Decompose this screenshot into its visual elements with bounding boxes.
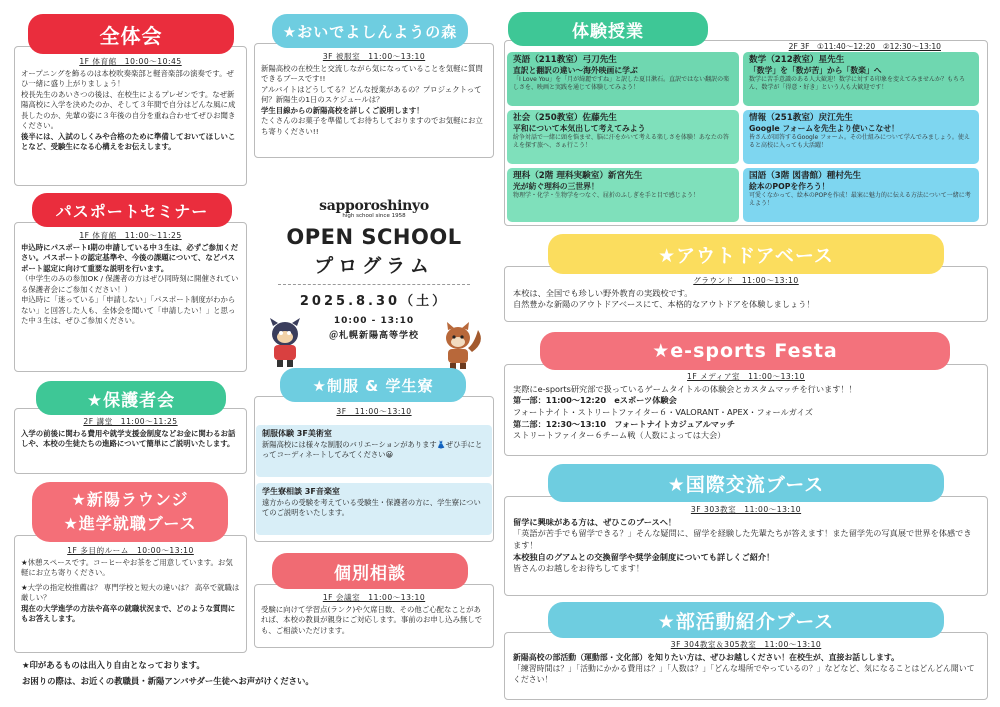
event-time: 10:00 - 13:10 [333, 316, 415, 326]
parents-location: 2F 講堂 11:00～11:25 [83, 417, 178, 426]
club-box [504, 632, 988, 700]
uniform-sub-1-title: 制服体験 3F美術室 [262, 429, 332, 438]
consult-location: 1F 会議室 11:00～13:10 [322, 593, 426, 602]
class-english-title: 英語（211教室）弓刀先生 [513, 55, 617, 65]
intl-location: 3F 303教室 11:00～13:10 [690, 505, 802, 514]
class-english-desc: 「I Love You」を「月が綺麗ですね」と訳した夏目漱石。直訳ではない翻訳の楽しさを、映画と実践を通じて体験してみよう！ [513, 76, 730, 92]
general-box [14, 46, 247, 186]
oide-box [254, 43, 494, 158]
intl-line-2: 「英語が苦手でも留学できる？」そんな疑問に、留学を経験した先輩たちが答えます！また留学先の写真展で世界を体感できます！ [513, 528, 972, 551]
general-line-1: オープニングを飾るのは本校吹奏楽部と軽音楽部の演奏です。ぜひ一緒に盛り上がりましょう！ [21, 68, 234, 89]
general-line-2: 校長先生のあいさつの後は、在校生によるプレゼンです。なぜ新陽高校に入学を決めたのか、そして３年間で自分はどんな風に成長したのか、先輩の姿に３年後の自分を重ね合わせてぜひお聞きください。 [21, 89, 236, 131]
esports-title: ★e-sports Festa [540, 332, 950, 370]
passport-title: パスポートセミナー [32, 193, 232, 227]
lounge-title-2: ★進学就職ブース [63, 514, 197, 533]
intl-line-1: 留学に興味がある方は、ぜひこのブースへ！ [513, 516, 677, 527]
class-math [743, 52, 979, 106]
esports-line-1: 実際にe-sports研究部で扱っているゲームタイトルの体験会とカスタムマッチを行います！！ [513, 383, 857, 394]
intl-title: ★国際交流ブース [548, 464, 944, 502]
heading-program: プログラム [314, 255, 434, 277]
class-english [507, 52, 739, 106]
trial-time: 2F 3F ①11:40～12:20 ②12:30～13:10 [788, 42, 941, 51]
lounge-title [32, 482, 228, 542]
parents-title: ★保護者会 [36, 381, 226, 415]
class-japanese-sub: 絵本のPOPを作ろう！ [749, 182, 830, 192]
class-japanese [743, 168, 979, 222]
class-math-desc: 数学に苦手意識のある人大歓迎！数学に対する印象を変えてみませんか？もちろん、数学が「得意・好き」という人も大歓迎です！ [749, 76, 966, 92]
esports-line-4: 第二部：12:30～13:10 フォートナイトカジュアルマッチ [513, 418, 736, 429]
club-line-2: 「練習時間は？」「活動にかかる費用は？」「人数は？」「どんな場所でやっているの？」などなど、気になることはどんどん聞いてください！ [513, 664, 975, 685]
lounge-title-1: ★新陽ラウンジ [71, 490, 189, 509]
class-social [507, 110, 739, 164]
uniform-title: ★制服 & 学生寮 [280, 368, 466, 402]
esports-location: 1F メディア室 11:00～13:10 [687, 372, 805, 381]
lounge-location: 1F 多目的ルーム 10:00～13:10 [67, 546, 194, 555]
oide-line-1: 新陽高校の在校生と交流しながら気になっていることを気軽に質問できるブースです!! [261, 63, 483, 84]
esports-line-2: 第一部：11:00～12:20 eスポーツ体験会 [513, 395, 677, 406]
consult-title: 個別相談 [272, 553, 468, 589]
outdoor-title: ★アウトドアベース [548, 234, 944, 274]
class-social-sub: 平和について本気出して考えてみよう [513, 124, 646, 134]
oide-location: 3F 被服室 11:00～13:10 [322, 52, 426, 61]
class-science-desc: 物理学・化学・生物学をつなぐ、屈折のふしぎを手と目で感じよう！ [513, 192, 699, 200]
general-title: 全体会 [28, 14, 234, 54]
uniform-sub-1-text: 新陽高校には様々な制服のバリエーションがあります👗ぜひ手にとってコーディネートしてみてください😀 [262, 439, 483, 460]
class-science-sub: 光が紡ぐ理科の三世界！ [513, 182, 599, 192]
class-info [743, 110, 979, 164]
passport-line-2: （中学生のみの参加OK / 保護者の方はぜひ同時刻に開催されている保護者会にご参加ください！） [21, 274, 239, 294]
mascot-right-illustration [438, 322, 486, 370]
school-name: sapporoshinyo [319, 198, 429, 214]
footer-line-2: お困りの際は、お近くの教職員・新陽アンバサダー生徒へお声がけください。 [22, 675, 314, 686]
passport-box [14, 222, 247, 372]
class-japanese-desc: 可愛くなかって、絵本のPOPを作成！最案に魅力的に伝える方法について一緒に考えよう！ [749, 192, 971, 208]
lounge-line-1: ★休憩スペースです。コーヒーやお茶をご用意しています。お気軽にお立ち寄りください。 [21, 557, 233, 578]
uniform-sub-2-title: 学生寮相談 3F音楽室 [262, 487, 340, 496]
esports-line-5: ストリートファイター６チーム戦（人数によっては大会） [513, 430, 726, 441]
event-venue: ＠札幌新陽高等学校 [328, 331, 419, 341]
mascot-left-illustration [262, 318, 308, 368]
club-title: ★部活動紹介ブース [548, 602, 944, 638]
esports-box [504, 364, 988, 456]
club-location: 3F 304教室＆305教室 11:00～13:10 [670, 640, 822, 649]
parents-text: 入学の前後に関わる費用や就学支援金制度などお金に関わるお話しや、本校の生徒たちの進路について簡単にご説明いたします。 [21, 428, 236, 449]
passport-location: 1F 体育館 11:00～11:25 [79, 231, 182, 240]
lounge-box [14, 535, 247, 653]
passport-line-3: 申込時に「迷っている」「申請しない」「パスポート制度がわからない」と回答した人も、全体会を聞いて「申請したい！」と思った中３生は、ぜひご参加ください。 [21, 295, 236, 326]
passport-line-1: 申込時にパスポートⅠ期の申請している中３生は、必ずご参加ください。パスポートの認定基準や、今後の課題について、などパスポート認定に向けて重要な説明を行います。 [21, 242, 239, 273]
parents-box [14, 408, 247, 474]
uniform-sub-2 [256, 483, 492, 535]
oide-line-3: 学生目線からの新陽高校を詳しくご説明します！ [261, 105, 424, 115]
lounge-line-2: ★大学の指定校推薦は？ 専門学校と短大の違いは？ 高卒で就職は厳しい？ [21, 582, 240, 603]
consult-text: 受験に向けて学習点(ランク)や欠席日数、その他ご心配なことがあれば、本校の教員が親身にご対応します。事前のお申し込み無しでも、ご相談いただけます。 [261, 604, 483, 635]
class-science [507, 168, 739, 222]
lounge-line-3: 現在の大学進学の方法や高卒の就職状況まで、どのような質問にもお答えします。 [21, 603, 236, 624]
outdoor-location: グラウンド 11:00～13:10 [693, 276, 799, 285]
intl-box [504, 496, 988, 596]
class-english-sub: 直訳と翻訳の違い〜海外映画に学ぶ [513, 66, 638, 76]
class-japanese-title: 国語（3階 図書館）種村先生 [749, 171, 862, 181]
class-info-title: 情報（251教室）戻江先生 [749, 113, 853, 123]
class-info-desc: 皆さんが回答するGoogle フォーム。その仕組みについて学んでみましょう。使えると高校に入っても大活躍！ [749, 134, 970, 150]
esports-line-3: フォートナイト・ストリートファイター６・VALORANT・APEX・フォールガイズ [513, 407, 813, 418]
oide-line-2: アルバイトはどうしてる？どんな授業があるの？プロジェクトって何？新陽生の1日のスケジュールは？ [261, 84, 482, 105]
event-date: 2025.8.30（土） [299, 294, 449, 309]
intl-line-4: 皆さんのお越しをお待ちしてます！ [513, 563, 645, 574]
oide-title: ★おいでよしんようの森 [272, 14, 468, 48]
outdoor-box [504, 266, 988, 322]
general-line-3: 後半には、入試のしくみや合格のために準備しておいてほしいことなど、受験生になる心構えをお伝えします。 [21, 131, 236, 152]
uniform-location: 3F 11:00～13:10 [336, 407, 412, 416]
class-info-sub: Google フォームを先生より使いこなせ！ [749, 124, 899, 134]
heading-open-school: OPEN SCHOOL [286, 225, 462, 249]
footer [22, 658, 492, 690]
class-math-title: 数学（212教室）星先生 [749, 55, 845, 65]
general-location: 1F 体育館 10:00～10:45 [79, 57, 182, 66]
footer-line-1: ★印があるものは出入り自由となっております。 [22, 660, 205, 670]
club-line-1: 新陽高校の部活動（運動部・文化部）を知りたい方は、ぜひお越しください！在校生が、直接お話しします。 [513, 652, 900, 662]
intl-line-3: 本校独自のグアムとの交換留学や奨学金制度についても詳しくご紹介！ [513, 551, 775, 562]
consult-box [254, 584, 494, 648]
outdoor-line-2: 自然豊かな新陽のアウトドアベースにて、本格的なアウトドアを体験しましょう！ [513, 299, 815, 310]
oide-line-4: たくさんのお菓子を準備してお待ちしておりますのでお気軽にお立ち寄りください!! [261, 116, 483, 136]
class-math-sub: 「数学」を「数が苦」から「数楽」へ [749, 66, 882, 76]
uniform-sub-1 [256, 425, 492, 477]
class-science-title: 理科（2階 理科実験室）新宮先生 [513, 171, 643, 181]
class-social-desc: 紛争対話で一緒に頭を悩ませ、脳に汗をかいて考える楽しさを体験！あなたの答えを探す旅へ、さぁ行こう！ [513, 134, 729, 150]
trial-title: 体験授業 [508, 12, 708, 46]
uniform-sub-2-text: 遠方からの受験を考えている受験生・保護者の方に、学生寮についてのご説明をいたします。 [262, 497, 481, 518]
class-social-title: 社会（250教室）佐藤先生 [513, 113, 617, 123]
school-tag: high school since 1958 [342, 213, 406, 219]
outdoor-line-1: 本校は、全国でも珍しい野外教育の実践校です。 [513, 287, 693, 298]
